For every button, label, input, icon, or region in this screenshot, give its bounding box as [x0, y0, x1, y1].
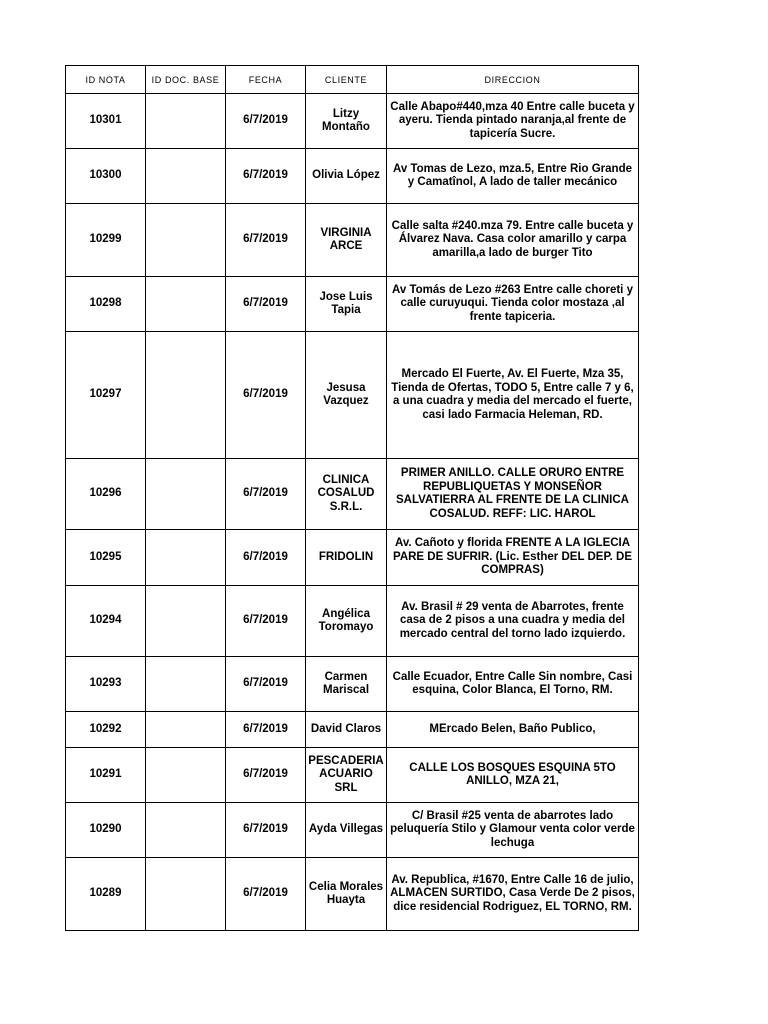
direccion-cell: Av. Cañoto y florida FRENTE A LA IGLECIA PARE DE SUFRIR. (Lic. Esther DEL DEP. DE COMPRAS) — [387, 530, 639, 586]
cliente-cell: PESCADERIA ACUARIO SRL — [306, 748, 387, 803]
table-row — [66, 748, 639, 803]
fecha-cell: 6/7/2019 — [226, 94, 306, 149]
table-row — [66, 149, 639, 204]
table-row — [66, 530, 639, 586]
id-doc-base-cell — [146, 803, 226, 858]
id-doc-base-cell — [146, 712, 226, 748]
fecha-cell: 6/7/2019 — [226, 586, 306, 657]
id-nota-cell: 10298 — [66, 277, 146, 332]
fecha-cell: 6/7/2019 — [226, 277, 306, 332]
fecha-cell: 6/7/2019 — [226, 332, 306, 459]
header-id-nota: ID NOTA — [66, 66, 146, 94]
id-doc-base-cell — [146, 204, 226, 277]
table-row — [66, 803, 639, 858]
cliente-cell: Jose Luis Tapia — [306, 277, 387, 332]
fecha-cell: 6/7/2019 — [226, 459, 306, 530]
id-nota-cell: 10293 — [66, 657, 146, 712]
id-nota-cell: 10295 — [66, 530, 146, 586]
cliente-cell: David Claros — [306, 712, 387, 748]
fecha-cell: 6/7/2019 — [226, 712, 306, 748]
fecha-cell: 6/7/2019 — [226, 149, 306, 204]
table-row — [66, 332, 639, 459]
direccion-cell: MErcado Belen, Baño Publico, — [387, 712, 639, 748]
cliente-cell: VIRGINIA ARCE — [306, 204, 387, 277]
id-doc-base-cell — [146, 748, 226, 803]
cliente-cell: CLINICA COSALUD S.R.L. — [306, 459, 387, 530]
direccion-cell: Calle Abapo#440,mza 40 Entre calle buceta y ayeru. Tienda pintado naranja,al frente de tapicería Sucre. — [387, 94, 639, 149]
direccion-cell: Av Tomas de Lezo, mza.5, Entre Rio Grande y Camatînol, A lado de taller mecánico — [387, 149, 639, 204]
cliente-cell: Ayda Villegas — [306, 803, 387, 858]
fecha-cell: 6/7/2019 — [226, 803, 306, 858]
id-nota-cell: 10297 — [66, 332, 146, 459]
id-doc-base-cell — [146, 149, 226, 204]
id-nota-cell: 10294 — [66, 586, 146, 657]
cliente-cell: Olivia López — [306, 149, 387, 204]
table-row — [66, 586, 639, 657]
id-nota-cell: 10301 — [66, 94, 146, 149]
table-row — [66, 858, 639, 931]
id-doc-base-cell — [146, 332, 226, 459]
header-direccion: DIRECCION — [387, 66, 639, 94]
cliente-cell: Celia Morales Huayta — [306, 858, 387, 931]
direccion-cell: Calle Ecuador, Entre Calle Sin nombre, Casi esquina, Color Blanca, El Torno, RM. — [387, 657, 639, 712]
id-nota-cell: 10290 — [66, 803, 146, 858]
direccion-cell: Mercado El Fuerte, Av. El Fuerte, Mza 35, Tienda de Ofertas, TODO 5, Entre calle 7 y 6, a una cuadra y media del mercado el fuerte, casi lado Farmacia Heleman, RD. — [387, 332, 639, 459]
direccion-cell: Av. Brasil # 29 venta de Abarrotes, frente casa de 2 pisos a una cuadra y media del mercado central del torno lado izquierdo. — [387, 586, 639, 657]
direccion-cell: CALLE LOS BOSQUES ESQUINA 5TO ANILLO, MZA 21, — [387, 748, 639, 803]
header-fecha: FECHA — [226, 66, 306, 94]
header-id-doc-base: ID DOC. BASE — [146, 66, 226, 94]
direccion-cell: Calle salta #240.mza 79. Entre calle buceta y Álvarez Nava. Casa color amarillo y carpa amarilla,a lado de burger Tito — [387, 204, 639, 277]
cliente-cell: Litzy Montaño — [306, 94, 387, 149]
id-nota-cell: 10296 — [66, 459, 146, 530]
fecha-cell: 6/7/2019 — [226, 657, 306, 712]
table-row — [66, 712, 639, 748]
id-doc-base-cell — [146, 657, 226, 712]
orders-table — [65, 65, 639, 931]
id-doc-base-cell — [146, 530, 226, 586]
direccion-cell: C/ Brasil #25 venta de abarrotes lado peluquería Stilo y Glamour venta color verde lechuga — [387, 803, 639, 858]
table-row — [66, 204, 639, 277]
direccion-cell: Av Tomás de Lezo #263 Entre calle chorеti y calle curuyuqui. Tienda color mostaza ,al frente tapiceria. — [387, 277, 639, 332]
table-row — [66, 657, 639, 712]
id-doc-base-cell — [146, 586, 226, 657]
table-row — [66, 277, 639, 332]
fecha-cell: 6/7/2019 — [226, 748, 306, 803]
fecha-cell: 6/7/2019 — [226, 530, 306, 586]
fecha-cell: 6/7/2019 — [226, 204, 306, 277]
cliente-cell: FRIDOLIN — [306, 530, 387, 586]
header-row — [66, 66, 639, 94]
table-row — [66, 459, 639, 530]
id-nota-cell: 10292 — [66, 712, 146, 748]
id-doc-base-cell — [146, 858, 226, 931]
header-cliente: CLIENTE — [306, 66, 387, 94]
cliente-cell: Jesusa Vazquez — [306, 332, 387, 459]
id-nota-cell: 10291 — [66, 748, 146, 803]
id-nota-cell: 10289 — [66, 858, 146, 931]
id-doc-base-cell — [146, 277, 226, 332]
id-nota-cell: 10300 — [66, 149, 146, 204]
cliente-cell: Angélica Toromayo — [306, 586, 387, 657]
id-nota-cell: 10299 — [66, 204, 146, 277]
cliente-cell: Carmen Mariscal — [306, 657, 387, 712]
id-doc-base-cell — [146, 94, 226, 149]
direccion-cell: PRIMER ANILLO. CALLE ORURO ENTRE REPUBLIQUETAS Y MONSEÑOR SALVATIERRA AL FRENTE DE LA CLINICA COSALUD. REFF: LIC. HAROL — [387, 459, 639, 530]
fecha-cell: 6/7/2019 — [226, 858, 306, 931]
table-row — [66, 94, 639, 149]
id-doc-base-cell — [146, 459, 226, 530]
direccion-cell: Av. Republica, #1670, Entre Calle 16 de julio, ALMACEN SURTIDO, Casa Verde De 2 pisos, dice residencial Rodriguez, EL TORNO, RM. — [387, 858, 639, 931]
